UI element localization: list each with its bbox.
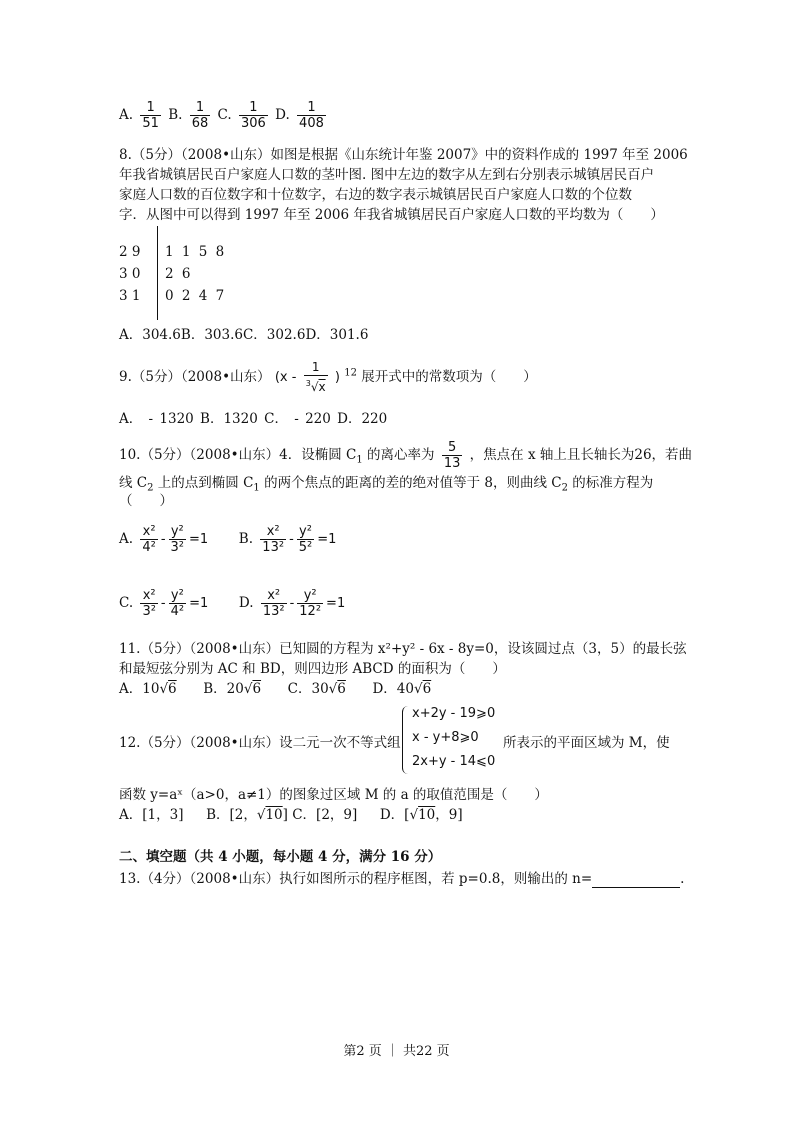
stem-leaf-plot	[119, 226, 319, 320]
option-d-fraction: $\frac{1}{408}$	[299, 100, 324, 131]
q10-option-c-frac1: $\frac{\text{x²}}{\text{3²}}$	[142, 588, 156, 619]
q10-option-a-frac1: $\frac{\text{x²}}{\text{4²}}$	[142, 524, 156, 555]
q11-line2: 和最短弦分别为 AC 和 BD，则四边形 ABCD 的面积为（ ）	[119, 661, 506, 677]
q10-option-a-frac2: $\frac{\text{y²}}{\text{3²}}$	[170, 524, 185, 555]
option-c-label: C.	[217, 107, 232, 123]
q12-inequality-system	[400, 704, 510, 776]
q13-answer-blank[interactable]	[592, 873, 680, 888]
q8-line4: 字．从图中可以得到 1997 年至 2006 年我省城镇居民百户家庭人口数的平均数为（ ）	[119, 207, 664, 223]
q12-ineq-3: 2x+y - 14⩽0	[412, 754, 496, 769]
stem-row-1-leaves: 1 1 5 8	[165, 244, 225, 260]
q10-option-b-frac1: $\frac{\text{x²}}{\text{13²}}$	[262, 524, 285, 555]
stem-divider	[157, 226, 158, 320]
q10-option-c-label: C.	[119, 595, 134, 611]
option-c-fraction: $\frac{1}{306}$	[240, 100, 266, 131]
q7-options	[119, 100, 329, 131]
section-2-heading: 二、填空题（共 4 小题，每小题 4 分，满分 16 分）	[119, 849, 442, 865]
q9-fraction: $\frac{1}{^3√x}$	[305, 360, 326, 394]
q9-options: A． - 1320 B．1320 C． - 220 D．220	[119, 411, 388, 427]
q10-line1: 10.（5分）（2008•山东）4．设椭圆 $C_1$ 的离心率为 $\frac{5}{13}$ ，焦点在 x 轴上且长轴长为26，若曲	[119, 440, 693, 471]
q9-suffix: 展开式中的常数项为（ ）	[361, 369, 537, 385]
q12-ineq-2: x - y+8⩾0	[412, 730, 479, 745]
q10-option-a-label: A.	[119, 531, 134, 547]
q12-line2: 函数 y=aˣ（a>0，a≠1）的图象过区域 M 的 a 的取值范围是（ ）	[119, 787, 548, 803]
q8-options: A．304.6B．303.6C．302.6D．301.6	[119, 327, 369, 343]
stem-row-3-leaves: 0 2 4 7	[165, 288, 225, 304]
q10-option-b-label: B.	[238, 531, 253, 547]
q12-options: A．[1，3] B．[2，√10] C．[2，9] D．[√10，9]	[119, 807, 463, 823]
q10-option-d-frac1: $\frac{\text{x²}}{\text{13²}}$	[262, 588, 285, 619]
q12-ineq-1: x+2y - 19⩾0	[412, 706, 496, 721]
q12-prefix: 12.（5分）（2008•山东）设二元一次不等式组	[119, 735, 401, 751]
option-a-fraction: $\frac{1}{51}$	[142, 100, 159, 131]
q12-suffix: 所表示的平面区域为 M，使	[503, 735, 670, 751]
q10-option-d-label: D.	[238, 595, 254, 611]
q10-option-b-frac2: $\frac{\text{y²}}{\text{5²}}$	[298, 524, 313, 555]
q10-line3: （ ）	[119, 493, 173, 509]
option-b-label: B.	[168, 107, 183, 123]
q10-line2: 线 $C_2$ 上的点到椭圆 $C_1$ 的两个焦点的距离的差的绝对值等于 8，则曲线 $C_2$ 的标准方程为	[119, 475, 654, 494]
stem-row-3-stem: 3 1	[119, 288, 141, 304]
q11-line1: 11.（5分）（2008•山东）已知圆的方程为 x²+y² - 6x - 8y=0，设该圆过点（3，5）的最长弦	[119, 641, 687, 657]
q8-line1: 8.（5分）（2008•山东）如图是根据《山东统计年鉴 2007》中的资料作成的 1997 年至 2006	[119, 147, 688, 163]
page-footer: 第2 页 ｜ 共22 页	[343, 1044, 450, 1059]
q10-options-cd: C. $\frac{\text{x²}}{\text{3²}}$ - $\frac{\text{y²}}{\text{4²}}$ =1 D. $\frac{\text{x²}}{\text{13²}}$ - $\frac{\text{y²}}{\text{12²}}$ =1	[119, 588, 346, 619]
q8-line3: 家庭人口数的百位数字和十位数字，右边的数字表示城镇居民百户家庭人口数的个位数	[119, 187, 632, 203]
stem-row-2-stem: 3 0	[119, 266, 141, 282]
q9-close-paren: )	[334, 370, 340, 385]
q8-line2: 年我省城镇居民百户家庭人口数的茎叶图. 图中左边的数字从左到右分别表示城镇居民百户	[119, 167, 655, 183]
left-brace-icon	[402, 706, 409, 774]
q10-option-d-frac2: $\frac{\text{y²}}{\text{12²}}$	[299, 588, 322, 619]
q10-options-ab: A. $\frac{\text{x²}}{\text{4²}}$ - $\frac{\text{y²}}{\text{3²}}$ =1 B. $\frac{\text{x²}}{\text{13²}}$ - $\frac{\text{y²}}{\text{5²}}$ =1	[119, 524, 337, 555]
option-d-label: D.	[275, 107, 290, 123]
q9-expr: (x -	[274, 370, 297, 385]
q10-eccentricity-fraction: $\frac{5}{13}$	[443, 440, 461, 471]
q9-line	[119, 360, 537, 395]
q13-line: 13.（4分）（2008•山东）执行如图所示的程序框图，若 p=0.8，则输出的 n= .	[119, 871, 685, 887]
q10-option-c-frac2: $\frac{\text{y²}}{\text{4²}}$	[170, 588, 185, 619]
stem-row-2-leaves: 2 6	[165, 266, 191, 282]
option-a-label: A.	[119, 107, 134, 123]
q9-prefix: 9.（5分）（2008•山东）	[119, 369, 271, 385]
option-b-fraction: $\frac{1}{68}$	[191, 100, 209, 131]
stem-row-1-stem: 2 9	[119, 244, 141, 260]
q9-power: 12	[344, 367, 357, 379]
q11-options: A．10√6 B．20√6 C．30√6 D．40√6	[119, 681, 432, 697]
